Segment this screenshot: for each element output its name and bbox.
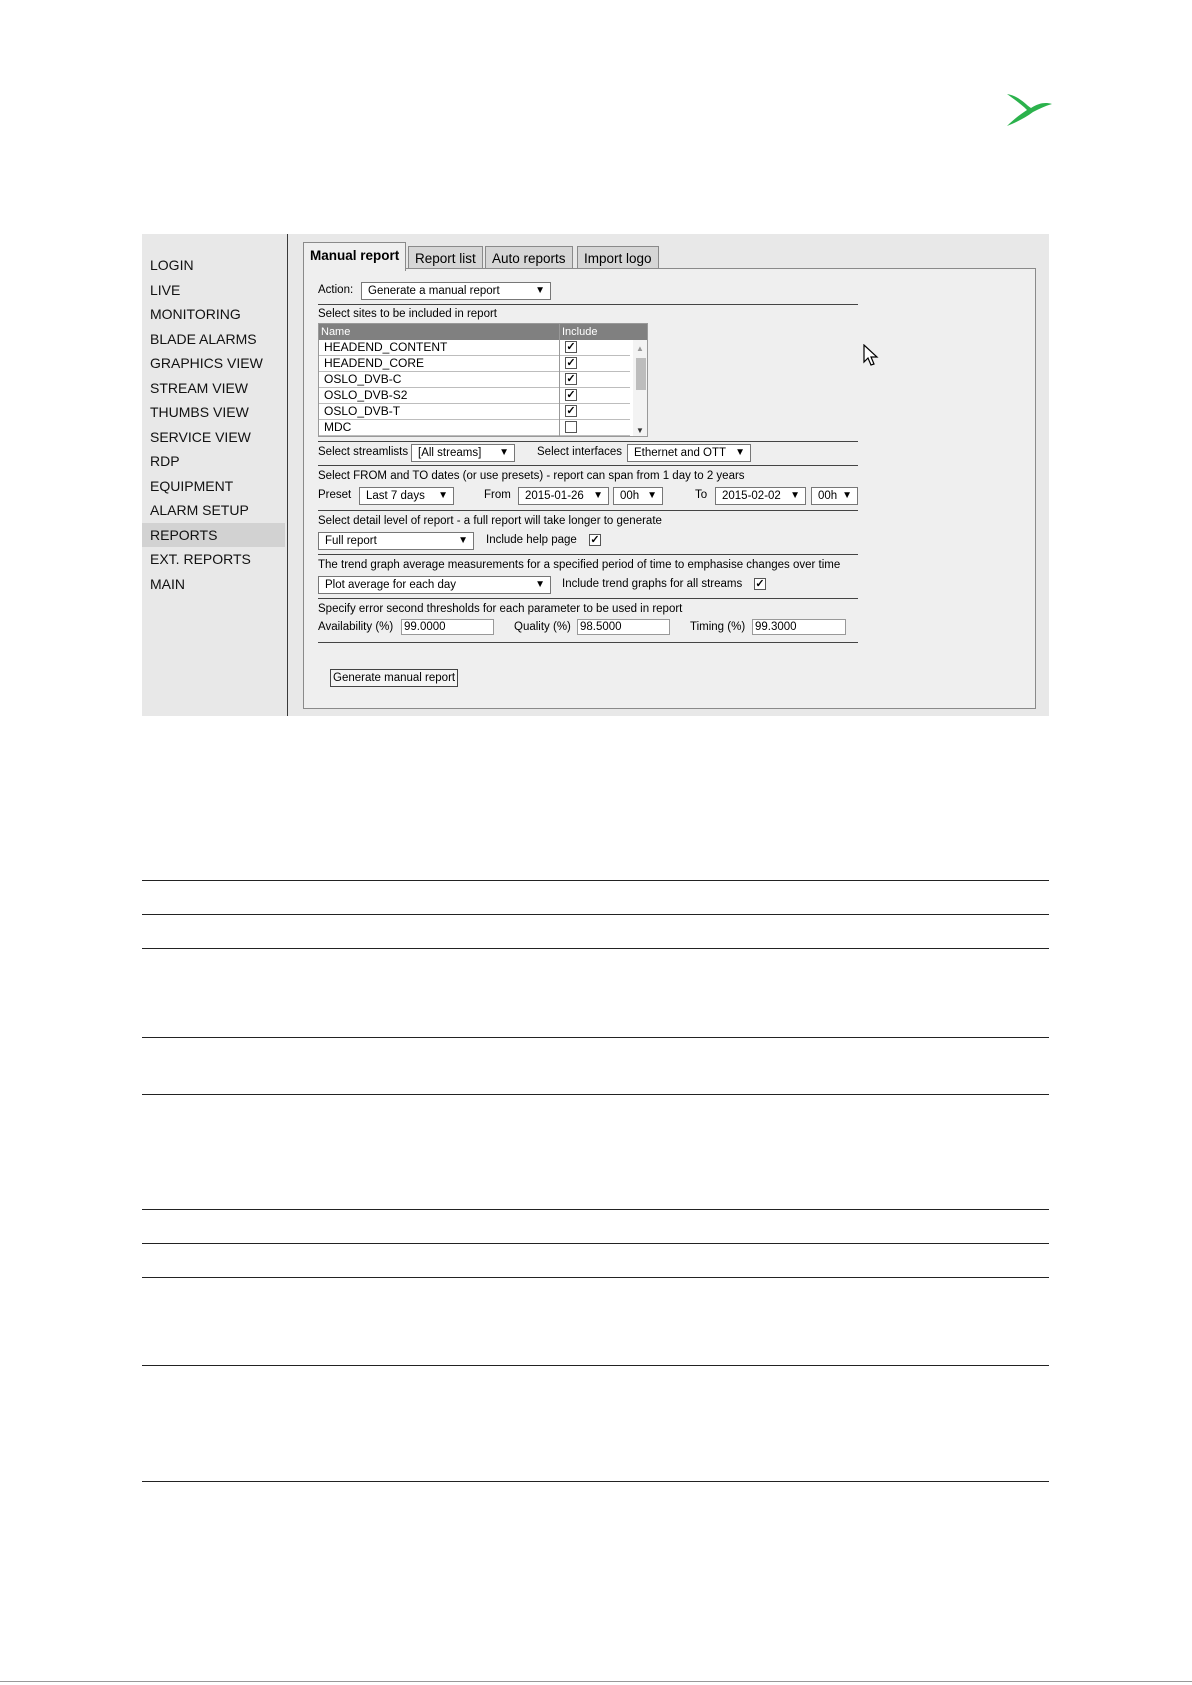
tab-manual-report[interactable]: Manual report bbox=[303, 242, 406, 271]
document-rule bbox=[142, 1481, 1049, 1482]
quality-input[interactable]: 98.5000 bbox=[577, 619, 670, 635]
column-divider bbox=[559, 324, 560, 437]
from-date-select[interactable] bbox=[518, 487, 609, 505]
mouse-pointer-icon bbox=[863, 344, 879, 368]
site-name: OSLO_DVB-S2 bbox=[324, 388, 408, 402]
detail-heading: Select detail level of report - a full report will take longer to generate bbox=[318, 515, 662, 527]
preset-select[interactable] bbox=[359, 487, 454, 505]
interfaces-label: Select interfaces bbox=[537, 446, 623, 458]
section-divider bbox=[318, 441, 858, 442]
sites-heading: Select sites to be included in report bbox=[318, 308, 497, 320]
document-rule bbox=[142, 1243, 1049, 1244]
action-select[interactable] bbox=[361, 282, 551, 300]
timing-label: Timing (%) bbox=[690, 621, 746, 633]
column-header-name: Name bbox=[321, 326, 351, 338]
section-divider bbox=[318, 598, 858, 599]
section-divider bbox=[318, 465, 858, 466]
site-name: MDC bbox=[324, 420, 352, 434]
dropdown-arrow-icon: ▼ bbox=[535, 285, 545, 296]
trend-average-value: Plot average for each day bbox=[325, 579, 457, 591]
page-footer-rule bbox=[0, 1681, 1192, 1682]
tab-import-logo[interactable]: Import logo bbox=[577, 246, 659, 270]
table-row[interactable] bbox=[319, 420, 630, 436]
section-divider bbox=[318, 304, 858, 305]
sites-table bbox=[318, 323, 648, 437]
sidebar-divider bbox=[287, 234, 288, 716]
nav-item-live[interactable]: LIVE bbox=[150, 282, 181, 298]
dropdown-arrow-icon: ▼ bbox=[593, 490, 603, 501]
dropdown-arrow-icon: ▼ bbox=[647, 490, 657, 501]
to-hour-value: 00h bbox=[818, 490, 838, 502]
nav-item-alarm-setup[interactable]: ALARM SETUP bbox=[150, 502, 249, 518]
document-rule bbox=[142, 1037, 1049, 1038]
site-name: HEADEND_CORE bbox=[324, 356, 425, 370]
sidebar-nav bbox=[142, 234, 289, 716]
include-checkbox[interactable]: ✓ bbox=[566, 373, 576, 385]
nav-item-rdp[interactable]: RDP bbox=[150, 453, 180, 469]
brand-logo-icon bbox=[1005, 88, 1053, 128]
detail-level-select[interactable] bbox=[318, 532, 474, 550]
dropdown-arrow-icon: ▼ bbox=[842, 490, 852, 501]
quality-label: Quality (%) bbox=[514, 621, 571, 633]
scroll-up-icon[interactable]: ▲ bbox=[636, 344, 644, 353]
dropdown-arrow-icon: ▼ bbox=[790, 490, 800, 501]
action-select-value: Generate a manual report bbox=[368, 285, 500, 297]
table-row[interactable] bbox=[319, 388, 630, 404]
nav-item-blade-alarms[interactable]: BLADE ALARMS bbox=[150, 331, 257, 347]
tab-report-list[interactable]: Report list bbox=[408, 246, 483, 270]
from-date-value: 2015-01-26 bbox=[525, 490, 584, 502]
streamlists-label: Select streamlists bbox=[318, 446, 409, 458]
dropdown-arrow-icon: ▼ bbox=[499, 447, 509, 458]
from-label: From bbox=[484, 489, 511, 501]
site-name: OSLO_DVB-T bbox=[324, 404, 401, 418]
generate-report-button[interactable]: Generate manual report bbox=[330, 669, 458, 687]
help-page-checkbox[interactable]: ✓ bbox=[590, 534, 600, 546]
to-label: To bbox=[695, 489, 708, 501]
column-header-include: Include bbox=[562, 326, 598, 338]
action-label: Action: bbox=[318, 284, 354, 296]
document-rule bbox=[142, 948, 1049, 949]
help-page-label: Include help page bbox=[486, 534, 577, 546]
thresholds-heading: Specify error second thresholds for each parameter to be used in report bbox=[318, 603, 683, 615]
trend-heading: The trend graph average measurements for a specified period of time to emphasise changes over time bbox=[318, 559, 841, 571]
trend-average-select[interactable] bbox=[318, 576, 551, 594]
nav-item-login[interactable]: LOGIN bbox=[150, 257, 194, 273]
table-row[interactable] bbox=[319, 340, 630, 356]
site-name: HEADEND_CONTENT bbox=[324, 340, 448, 354]
tab-auto-reports[interactable]: Auto reports bbox=[485, 246, 573, 270]
include-checkbox[interactable]: ✓ bbox=[566, 389, 576, 401]
document-rule bbox=[142, 1277, 1049, 1278]
table-row[interactable] bbox=[319, 372, 630, 388]
table-row[interactable] bbox=[319, 356, 630, 372]
to-hour-select[interactable] bbox=[811, 487, 858, 505]
document-rule bbox=[142, 1209, 1049, 1210]
manual-report-panel bbox=[303, 268, 1036, 709]
scrollbar-thumb[interactable] bbox=[636, 358, 646, 390]
interfaces-select-value: Ethernet and OTT bbox=[634, 447, 727, 459]
dropdown-arrow-icon: ▼ bbox=[438, 490, 448, 501]
document-rule bbox=[142, 1094, 1049, 1095]
nav-item-monitoring[interactable]: MONITORING bbox=[150, 306, 241, 322]
nav-item-reports[interactable]: REPORTS bbox=[142, 523, 285, 547]
preset-label: Preset bbox=[318, 489, 352, 501]
site-name: OSLO_DVB-C bbox=[324, 372, 402, 386]
nav-item-ext-reports[interactable]: EXT. REPORTS bbox=[150, 551, 251, 567]
include-checkbox[interactable]: ✓ bbox=[566, 405, 576, 417]
trend-all-label: Include trend graphs for all streams bbox=[562, 578, 743, 590]
detail-level-value: Full report bbox=[325, 535, 377, 547]
nav-item-equipment[interactable]: EQUIPMENT bbox=[150, 478, 234, 494]
nav-item-service-view[interactable]: SERVICE VIEW bbox=[150, 429, 251, 445]
availability-input[interactable]: 99.0000 bbox=[401, 619, 494, 635]
from-hour-select[interactable] bbox=[613, 487, 663, 505]
timing-input[interactable]: 99.3000 bbox=[752, 619, 846, 635]
section-divider bbox=[318, 642, 858, 643]
to-date-value: 2015-02-02 bbox=[722, 490, 781, 502]
document-rule bbox=[142, 1365, 1049, 1366]
nav-item-graphics-view[interactable]: GRAPHICS VIEW bbox=[150, 355, 263, 371]
dropdown-arrow-icon: ▼ bbox=[535, 579, 545, 590]
document-rule bbox=[142, 914, 1049, 915]
interfaces-select[interactable] bbox=[627, 444, 751, 462]
nav-item-stream-view[interactable]: STREAM VIEW bbox=[150, 380, 249, 396]
nav-item-thumbs-view[interactable]: THUMBS VIEW bbox=[150, 404, 249, 420]
dropdown-arrow-icon: ▼ bbox=[735, 447, 745, 458]
document-rule bbox=[142, 880, 1049, 881]
from-hour-value: 00h bbox=[620, 490, 640, 502]
to-date-select[interactable] bbox=[715, 487, 806, 505]
trend-all-checkbox[interactable]: ✓ bbox=[755, 578, 765, 590]
streamlists-select-value: [All streams] bbox=[418, 447, 482, 459]
section-divider bbox=[318, 554, 858, 555]
section-divider bbox=[318, 510, 858, 511]
include-checkbox[interactable]: ✓ bbox=[566, 341, 576, 353]
include-checkbox[interactable] bbox=[565, 421, 577, 433]
include-checkbox[interactable]: ✓ bbox=[566, 357, 576, 369]
nav-item-main[interactable]: MAIN bbox=[150, 576, 185, 592]
screenshot-figure bbox=[142, 234, 1049, 716]
availability-label: Availability (%) bbox=[318, 621, 394, 633]
sites-table-header bbox=[319, 324, 648, 340]
table-row[interactable] bbox=[319, 404, 630, 420]
scroll-down-icon[interactable]: ▼ bbox=[636, 426, 644, 435]
preset-select-value: Last 7 days bbox=[366, 490, 425, 502]
dates-heading: Select FROM and TO dates (or use presets) - report can span from 1 day to 2 years bbox=[318, 470, 745, 482]
dropdown-arrow-icon: ▼ bbox=[458, 535, 468, 546]
table-scrollbar[interactable] bbox=[633, 340, 648, 437]
streamlists-select[interactable] bbox=[411, 444, 515, 462]
